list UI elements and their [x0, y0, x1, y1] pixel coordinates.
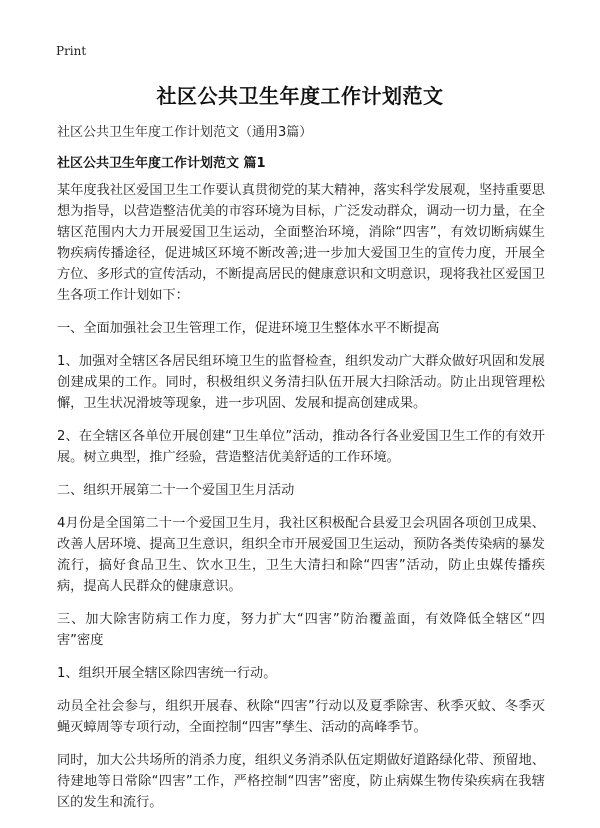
section-title: 社区公共卫生年度工作计划范文 篇1	[57, 156, 266, 171]
paragraph-1-1: 1、加强对全辖区各居民组环境卫生的监督检查，组织发动广大群众做好巩固和发展创建成果的工作。同时，积极组织义务清扫队伍开展大扫除活动。防止出现管理松懈，卫生状况滑坡等现象，进一步巩固、发展和提高创建成果。	[57, 354, 545, 411]
paragraph-intro: 某年度我社区爱国卫生工作要认真贯彻党的某大精神，落实科学发展观，坚持重要思想为指导，以营造整洁优美的市容环境为目标，广泛发动群众，调动一切力量，在全辖区范围内大力开展爱国卫生运动，全面整治环境，消除“四害”，有效切断病媒生物疾病传播途径，促进城区环境不断改善;进一步加大爱国卫生的宣传力度，开展全方位、多形式的宣传活动，不断提高居民的健康意识和文明意识，现将我社区爱国卫生各项工作计划如下：	[57, 183, 545, 303]
document-body	[57, 180, 545, 825]
heading-section-3: 三、加大除害防病工作力度，努力扩大“四害”防治覆盖面，有效降低全辖区“四害”密度	[57, 612, 545, 648]
paragraph-2-1: 4月份是全国第二十一个爱国卫生月，我社区积极配合县爱卫会巩固各项创卫成果、改善人居环境、提高卫生意识，组织全市开展爱国卫生运动，预防各类传染病的暴发流行，搞好食品卫生、饮水卫生，卫生大清扫和除“四害”活动，防止虫媒传播疾病，提高人民群众的健康意识。	[57, 516, 545, 594]
paragraph-1-2: 2、在全辖区各单位开展创建“卫生单位”活动，推动各行各业爱国卫生工作的有效开展。树立典型，推广经验，营造整洁优美舒适的工作环境。	[57, 429, 545, 465]
paragraph-3-3: 同时，加大公共场所的消杀力度，组织义务消杀队伍定期做好道路绿化带、预留地、待建地等日常除“四害”工作，严格控制“四害”密度，防止病媒生物传染疾病在我辖区的发生和流行。	[57, 753, 545, 810]
paragraph-3-1: 1、组织开展全辖区除四害统一行动。	[57, 666, 277, 681]
heading-section-1: 一、全面加强社会卫生管理工作，促进环境卫生整体水平不断提高	[57, 321, 440, 336]
heading-section-2: 二、组织开展第二十一个爱国卫生月活动	[57, 483, 295, 498]
print-link[interactable]: Print	[56, 44, 87, 58]
document-subtitle: 社区公共卫生年度工作计划范文（通用3篇）	[57, 125, 313, 140]
paragraph-3-2: 动员全社会参与，组织开展春、秋除“四害”行动以及夏季除害、秋季灭蚊、冬季灭蝇灭蟑周等专项行动，全面控制“四害”孳生、活动的高峰季节。	[57, 699, 545, 735]
document-title: 社区公共卫生年度工作计划范文	[156, 84, 444, 108]
